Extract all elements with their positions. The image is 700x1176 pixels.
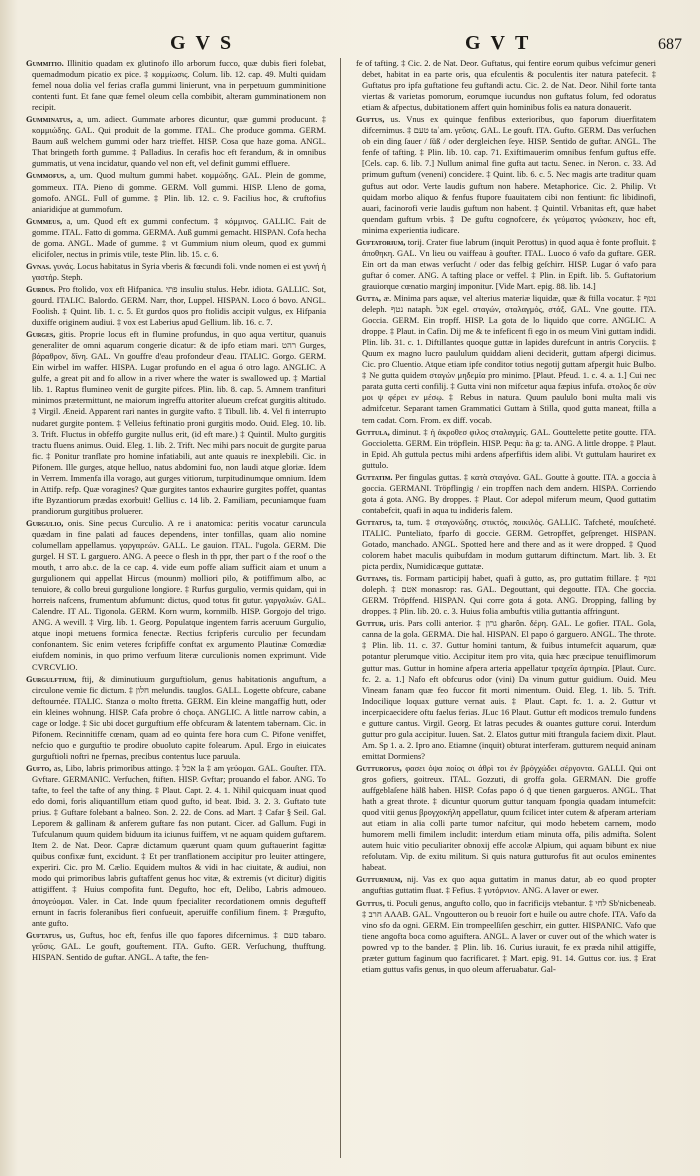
entry-text: us. Vnus ex quinque fenfibus exterioribus, quo faporum diuerfitatem difcernimus. ‡ טעם taʿam. γεῦσις. GAL. Le gouft. ITA. Gufto. GERM. Das verſuchen ob ein ding ſauer / ſüß / oder dergleichen ſeye. HISP. Sentido de guftar. ANGL. The fenfe of tafting. ‡ Plin. lib. 10. cap. 71. Exiftimauerim omnibus fenfum guftus effe. [Cels. cap. 6. lib. 7.] Nullum animal fine gufta aut tactu. Senec. in Neron. c. 33. Ad primum guftum (veneni) concidere. ‡ Quint. lib. 6. c. 5. Nec magis arte traditur quam guftus aut odor. Verte laudis guftum non habere. Metaphorice. Cic. 2. Philip. Vt quidam morbo aliquo & fenfus ftupore fuauitatem cibi non fentiunt: fic libidinofi, auari, facinorofi verie laudis guftum non habent. ‡ Quintil. Vrbanitas eft, quæ habet quendam guftum vrbis. ‡ De guftu cognofcere, ἐκ γεύματος γνώσκειν, hoc eft, minima experientia iudicare. (362, 114, 656, 235)
dictionary-entry (356, 763, 656, 873)
entry-headword: Gummeus, (26, 215, 63, 226)
entry-headword: Guttatim. (356, 471, 393, 482)
dictionary-entry (26, 261, 326, 283)
dictionary-entry (356, 58, 656, 113)
entry-text: torij. Crater fiue labrum (inquit Perottus) in quod aqua è fonte profluit. ‡ ἀποθηκη. GAL. Vn lieu ou vaiffeau à goufter. ITAL. Luoco ó vafo da guftare. GER. Ein ort da man etwas verſucht / oder das felbig geſchirr. HISP. Lugar ó vafo para guftar ó comer. ANG. A tafting place or veffel. ‡ Plin. in Epift. lib. 5. Guftatorium grauiorque cœnatio marginj imponitur. [Vide Mart. epig. 88. lib. 14.] (362, 236, 656, 291)
entry-text: nij. Vas ex quo aqua guttatim in manus datur, ab eo quod propter anguftias guttatim fluat. ‡ Fefius. ‡ γυτόρνιον. ANG. A laver or ewer. (362, 874, 656, 896)
dictionary-entry (26, 58, 326, 113)
entry-headword: Gummitio. (26, 58, 64, 68)
entry-headword: Gurges, (26, 329, 56, 340)
entry-text: φασει ὀψα ποίος σι ἀθρὶ τοι ἐν βρόγχώδει σέργοντα. GALLI. Qui ont gros gofiers, goitreux. ITAL. Gozzuti, di groffa gola. GERMAN. Die groffe auffgeblaſene hälß haben. HISP. Cofas papo ó q̃ que tienen gargueros. ANGL. That hath a great throte. ‡ dicuntur quorum guttur tanquam fpongia quadam intumefcit: quod vitii genus βρογχοκήλη appellatur, quum fcilicet inter cutem & afperam arteriam aut etiam in alia colli parte tumor nafcitur, qui modo hebetem carnem, modo humorem melli fimilem includit: interdum etiam minuta offa, pilis admifta. Solent autem huic vitio peculiariter obnoxij effe accolæ Alpium, qui aquam bibunt ex niue refolutam. Vip. de exitu militum. Si quis natura gutturofus fit aut oculos eminentes habeat. (362, 762, 656, 873)
entry-text: diminut. ‡ ἡ ἀκροθεσ φιλος σταλαγμίς. GAL. Gouttelette petite goutte. ITA. Goccioletta. GERM. Ein tröpflein. HISP. Pequ: ña g: ta. ANG. A little droppe. ‡ Plaut. in Epid. Ah guttula pectus mihi ardens afperfiftis idem alibi. Vt guttulam hauriret ex guttulo. (362, 426, 656, 470)
entry-headword: Guftatorium, (356, 236, 406, 247)
dictionary-entry (356, 517, 656, 572)
entry-text: gitis. Proprie locus eft in flumine profundus, in quo aqua vertitur, quanuis generaliter de omni aquarum congerie dicatur: & de ipfo etiam mari. רהט Gurges, βάραθρον, δῖνη. GAL. Vn gouffre d'eau profondeur d'eau. ITALIC. Gorgo. GERM. Ein wirbel im waffer. HISPA. Lugar profundo en el agua ó otro lago. ANGLIC. A gulfe, a great pit and fo allow in a river where the water is swallowed up. ‡ Martial lib. 1. Raptus flumineo venit de gurgite pifces. Plin. lib. 8. cap. 5. Amnem tranfituri minimos prætermittunt, ne maiorum ingreffu attoriter alueum crefcat gurgitis altitudo. ‡ Virgil. Æneid. Apparent rari nantes in gurgite vafto. ‡ Tibull. lib. 4. Vel fi interrupto nudaret gurgite pontem. ‡ Velleius feftinatio proni gurgitis modo. Ouid. Eleg. 10. lib. 3. Trift. Fluctus in obfeffo gurgite nullus erit, (id eft mare.) ‡ Quintil. Multo gurgitis tractu fluens animus. Ouid. Eleg. 1. lib. 2. Trift. Nec mihi pars nocuit de gurgite parua fic. ‡ Ponitur tranflate pro homine infatiabili, aut ante quauis re inexplebili. Cic. in Pifonem. Ille gurges, atque helluo, natus abdomini fuo, non laudi atque gloriæ. Idem in Verrem. Immenfa illa vorago, aut gurges vitiorum, turpitudinumque omnium. Idem in Attifp. refp. Quæ voragines? Quæ gurgites tantos exhaurire gurgites poffet, quantas ifte Byzantiorum prædas exorbuit! Gellius c. 14 lib. 2. Familiam, pecuniamque fuam prandiorum gurgitibus proluerer. (32, 329, 326, 516)
dictionary-entry (356, 114, 656, 236)
entry-text: Illinitio quadam ex glutinofo illo arborum fucco, quæ dubis fieri folebat, quemadmodum picatio ex pice. ‡ κομμίωσις. Colum. lib. 12. cap. 49. Multi quidam femel noua dolia vel ferias crafla gummi linierunt, vna in perpetuum gumminitione contenti funt. Et fane quæ femel oleum cella combibit, alteram gumminationem non recipit. (32, 58, 326, 113)
entry-text: tis. Formam participij habet, quafi à gutto, as, pro guttatim ftillare. ‡ נטף doleph. ‡ אטם monasrop: ras. GAL. Degouttant, qui degoutte. ITA. Che goccia. GERM. Tröpffend. HISPAN. Qui corre gota á gota. ANG. Dropping, falling by droppes. ‡ Plin. lib. 20. c. 3. Huius folia ambuftis vtilia guttantia affringunt. (362, 573, 656, 617)
dictionary-entry (26, 170, 326, 214)
entry-headword: Gurgulio, (26, 517, 64, 528)
dictionary-entry (356, 573, 656, 617)
dictionary-entry (356, 898, 656, 975)
dictionary-entry (26, 284, 326, 328)
dictionary-entry (26, 329, 326, 517)
entry-text: us, Guftus, hoc eft, fenfus ille quo fapores difcernimus. ‡ סעם tabaro. γεῦσις. GAL. Le gouft, gouftement. ITA. Gufto. GER. Verſuchung, thufftung. HISPAN. Sentido de guftar. ANGL. A tafte, the fen- (32, 929, 326, 962)
running-head-right: GVT (465, 32, 539, 54)
dictionary-entry (26, 216, 326, 260)
dictionary-entry (356, 472, 656, 516)
entry-headword: Gutturnium, (356, 874, 403, 885)
entry-headword: Gumminatus, (26, 114, 73, 125)
entry-headword: Gutta, (356, 292, 381, 303)
entry-headword: Guttans, (356, 573, 389, 584)
running-head-left: GVS (170, 32, 242, 54)
dictionary-entry (356, 237, 656, 292)
left-column (26, 58, 326, 1158)
entry-text: Pro ftolido, vox eft Hifpanica. פתי insuliu stulus. Hebr. idiota. GALLIC. Sot, gourd. ITALIC. Balordo. GERM. Narr, thor, Luppel. HISPAN. Loco ó bovo. ANGL. Foolish. ‡ Quint. lib. 1. c. 5. Et gurdos quos pro ftolidis accipit vulgus, ex Hifpania duxiffe originem audiui. ‡ vox est Laberius apud Gellium. lib. 16. c. 7. (32, 283, 326, 328)
dictionary-entry (356, 293, 656, 426)
entry-text: a, um. Quod multum gummi habet. κομμώδης. GAL. Plein de gomme, gommeux. ITA. Pieno di gomme. GERM. Voll gummi. HISP. Lleno de goma, gomofo. ANGL. Full of gumme. ‡ Plin. lib. 12. c. 9. Facilius hoc, & cruftofius aniaridiq́ue at gummofum. (32, 170, 326, 214)
dictionary-entry (26, 674, 326, 762)
entry-headword: Guftatus, (26, 929, 62, 940)
entry-text: onis. Sine pecus Curculio. A re i anatomica: peritis vocatur caruncula quædam in fine palati ad fauces dependens, inter tonfillas, quam alio nomine columellam appellamus. γαργαρεών. GALL. Le gauion. ITAL. l'ugola. GERM. Die gurgel. H ST. L garguero. ANG. A peece o flesh in th ppr, ther part o f the roof o the mouth, t arro ab.c. de la ce cap. 4. vide eum poffe aliam sufficit aiam et unum a gurgulionem qui appellat Hircus (mounm) molliori pilo, & potiffimum albo, ac tenuiore, & collo breui gurgulione longiore. ‡ Rurfus gurgulio, vermis quidam, qui in horreis nafcens, frumentum abfumunt: dictus, quod totus fit gutur. γαργαλιών. GAL. Calendre. IT AL. Tigonola. GERM. Korn wurm, kornmilb. HISP. Gorgojo del trigo. ANG. A wevill. ‡ Virg. lib. 1. Georg. Populatque ingentem farris aceruum Gurgulio, atque inopi metuens formica fenectæ. Rectius fcripferis curculio per fecundam confonantem. Sic enim veteres fcripfiffe conftat ex argumento Plautinæ Comœdiæ eiufdem nominis, in quo primo verfuum literæ curculionis nomen exprimunt. Vide CVRCVLIO. (32, 517, 326, 672)
column-rule (340, 58, 341, 1158)
entry-headword: Gummofus, (26, 170, 67, 181)
entry-headword: Guttus, (356, 897, 385, 908)
dictionary-entry (356, 618, 656, 762)
entry-headword: Gurgulftium, (26, 673, 77, 684)
entry-text: fe of tafting. ‡ Cic. 2. de Nat. Deor. Guftatus, qui fentire eorum quibus vefcimur generi debet, habitat in ea parte oris, qua efculentis & poculentis iter natura patefecit. ‡ Guftatus pro ipfa guftatione feu guftandi actu. Cic. 2. de Nat. Deor. Nihil forte tanta viertas & varietas pomorum, eorumque iucundus non guftatus folum, fed odoratus etiam & afpectus, dubitationem affert quin hominibus folis ea natura donauerit. (356, 58, 656, 113)
dictionary-entry (26, 930, 326, 963)
dictionary-entry (356, 874, 656, 896)
entry-headword: Gvnas. (26, 260, 52, 271)
entry-headword: Gutturofus, (356, 762, 402, 773)
entry-text: ti. Poculi genus, angufto collo, quo in facrificijs vtebantur. ‡ לחי Sb'nicbeneab. ‡ חרב ΑΛΑΒ. GAL. Vngoutteron ou b reuoir fort e huile ou autre chofe. ITA. Vafo da vino sfo da ogni. GERM. Ein trompeelſiſen geschirr, ein gutter. HISPANIC. Vafo que tiene angofta boca como aguiftera. ANGL. A laver or cuver out of the which water is powred vp to the bander. ‡ Plin. lib. 16. Curius iurauit, fe ex præda nihil attigiffe, præter guttum faginum quo facrificaret. ‡ Mart. epig. 91. 14. Guttus cor. ius. ‡ Erat etiam guttus vafis genus, in quo oleum afferuabatur. Gal- (362, 897, 656, 974)
right-column (356, 58, 656, 1158)
entry-headword: Guftus, (356, 114, 385, 125)
entry-text: γυνάς. Locus habitatus in Syria vberis & fœcundi foli. vnde nomen ei est γυνή ἡ γαστήρ. Steph. (32, 260, 326, 282)
entry-text: ftij, & diminutiuum gurguftiolum, genus habitationis anguftum, a circulone vemie fic dictum. ‡ חלון melundis. tauglos. GALL. Logette obfcure, cabane deftournée. ITALIC. Stanza o molto ftretta. GERM. Ein kleine mangaffig hutt, oder ein kleines wohnung. HISP. Cafa probre ó choça. ANGLIC. A little narrow cabin, a cage or lodge. ‡ Sic ubi docet gurguftium effe obfcuram & latentem tabernam. Cic. in Pifonem. Recinnitiffe cœnam, quam ad eo quinta fere hora cum C. Pifone veniffet, nefcio quo e gurguftio te prodire obuoluto capite folearum. Apul. Ergo in eiuicates gurguftioli noftri ne fpernas, precibus contentus luce paruula. (32, 673, 326, 761)
entry-headword: Gurdus. (26, 283, 56, 294)
entry-text: ta, tum. ‡ σταγονώδης. στικτός, ποικιλός. GALLIC. Tafcheté, mouſcheté. ITALIC. Punteliato, fparfo di goccie. GERM. Getropffet, geſprenget. HISPAN. Gotado, manchado. ANGL. Spotted here and there and as it were dropped. ‡ Quod colorem habet maculis quibufdam in modum guttarum diftinctum. Mart. lib. 3. Et picta perdix, Numidicæque guttatæ. (362, 516, 656, 572)
entry-text: æ. Minima pars aquæ, vel alterius materiæ liquidæ, quæ & ftilla vocatur. ‡ נטף deleph. נטף nataph. אגל egel. σταγών, σταλαγμός, στάξ. GAL. Vne goutte. ITA. Goccia. GERM. Ein tropff. HISP. La gota de lo liquido que corre. ANGLIC. A droppe. ‡ Plaut. in Cafin. Dij me & te infeficent fi ego in os meum Vini guttam indidi. Plin. lib. 31. c. 1. Diftillantes quoque guttæ in lapides durefcunt in antris Coryciis. ‡ Quum ex magno lucro paululum quiddam alieni deciderit, guttam afpergi dicimus. Cic. pro Cluentio. Atque etiam ipfe conditor totius negotij guttam afpergit huic Bulbo. ‡ Ne gutta quidem σταγών μηδεμία pro minimo. [Plaut. Pfeud. 1. c. 4. a. 1.] Cui nec parata gutta certi confilij. ‡ Gutta vini non mifcetur aqua fæpius infufa. στολος δε σὺν μοι ψ φέρει εν μέσῳ. ‡ Rebus in natura. Quum paululo boni multa mali vis admifcetur. Separant tamen Grammatici Guttam à Stilla, quod gutta maneat, ftilla a tem cadat. Corn. From. ex diff. vocab. (362, 292, 656, 425)
text-columns (26, 58, 684, 1158)
dictionary-entry (26, 114, 326, 169)
page-number: 687 (658, 36, 682, 53)
entry-headword: Guttatus, (356, 516, 393, 527)
entry-text: as, Libo, labris primoribus attingo. ‡ אכל la ‡ am γεύομαι. GAL. Gouſter. ITA. Gvftare. GERMANIC. Verfuchen, ftiften. HISP. Gvftar; prouando el fabor. ANG. To tafte, to feel the tafte of any thing. ‡ Plaut. Capt. 2. 4. 1. Nihil quicquam inuat quod edo domi, foris aliquantillum etiam quod gufto, id beat. Ibid. 3. 2. 3. Guftato tute prius. ‡ Guftare folebant a balneo. Son. 2. 22. de Cons. ad Mart. ‡ Cafar § Seil. Gal. Leporem & gallinam & anferem guftare fas non putant. Cicer. ad Gallum. Fugi in Tufculanum quum quidem biduum ita iciunus fuiffem, vt ne aquam quidem guftarem. Item 2. de Nat. Deor. Capræ dictamum quærunt quam quum guftauerint fagittæ quibus confixæ funt, excidunt. ‡ Et per tranflationem accipitur pro leuiter attingere, experiri. Cic. pro M. Cælio. Equidem multos & vidi in hac ciuitate, & audiui, non modo qui primoribus labris guftaffent genus hoc vitæ, & extremis (vt dicitur) digitis attigiffent. ‡ Huius compofita funt. Degufto, hoc eft, Delibo, Labris admoueo. ἀπογεύομαι. Valer. in Cat. Inde quum fpecialiter recordationem omnis degufteff ernunt in facris foleranibus fieri confueuit, aperuiffe confilium finem. ‡ Prægufto, ante gufto. (32, 762, 326, 928)
entry-text: a, um. adiect. Gummate arbores dicuntur, quæ gummi producunt. ‡ κομμιώδης. GAL. Qui produit de la gomme. ITAL. Che produce gomma. GERM. Baum auß welchem gummi oder harz trieffet. HISP. Cosa que haze goma. ANGL. That bringeth forth gumme. ‡ Palladius. In cerafis hoc eft ferandum, & in omnibus gummatis, ut vena incidatur, quando vel non eft, vel definit gummi effluere. (32, 114, 326, 169)
running-head (0, 32, 700, 58)
entry-headword: Gufto, (26, 762, 52, 773)
entry-text: a, um. Quod eft ex gummi confectum. ‡ κόμμινος. GALLIC. Fait de gomme. ITAL. Fatto di gomma. GERMA. Auß gummi gemacht. HISPAN. Cofa hecha de goma. ANGL. Made of gumme. ‡ vt Gummium nium oleum, quod ex gummi elicifoler, nectus in primis vtile, teste Plin. lib. 15. c. 6. (32, 215, 326, 259)
entry-headword: Guttur, (356, 618, 386, 629)
entry-text: uris. Pars colli anterior. ‡ גרון gharôn. δέρη. GAL. Le gofier. ITAL. Gola, canna de la gola. GERMA. Die hal. HISPAN. El papo ó garguero. ANGL. The throte. ‡ Plin. lib. 11. c. 37. Guttur homini tantum, & fuibus intumefcit aquarum, quæ potantur plerumque vitio. Accipitur item pro vita, quia hæc præcipue tenuiflimorum guttur mas. Guttur in homine afpera arteria appellatur τραχεῖα ἀρτηρία. [Plaut. Curc. fc. 2. a. 1.] Nafo eft obfcurus odor (vini) Da vinum guttur guidium. Ouid. Meu Vineam fanam quæ feo fuccor fit morti nimentum. Ouid. Eleg. 1. lib. 5. Trift. Indocilique loquax gutture vernat auis. ‡ Plaut. Capt. fc. 1. a. 2. Guttur vt incerpicaecidere oftu faelus ferias. JLuc 16 Plaut. Guttur eft modicos tremulo fundens e gutture cantus. Virgil. Georg. Et latras pecudes & ouantes gutture corui. Interdum guttur pro gula accipitur. Iuuen. Sat. 2. Elatos guttur miti ftrangula faciem dixit. Plaut. Am. Sp 1. a. 2. Ipro ano. Etiamne (inquit) obturat interferam. gutturem nequid aninam emittat Dormiens? (362, 618, 656, 761)
dictionary-entry (26, 518, 326, 673)
dictionary-entry (356, 427, 656, 471)
entry-text: Per fingulas guttas. ‡ κατὰ σταγόνα. GAL. Goutte à goutte. ITA. a goccia à goccia. GERMANI. Tröpflingig / ein tropffen nach dem andern. HISPA. Corriendo gota á gota. ANG. By droppes. ‡ Plaut. Cor adepol miferum meum, Quod guttatim contabefcit, quafi in aqua tu indideris falem. (362, 471, 656, 515)
entry-headword: Guttula, (356, 426, 390, 437)
dictionary-entry (26, 763, 326, 929)
